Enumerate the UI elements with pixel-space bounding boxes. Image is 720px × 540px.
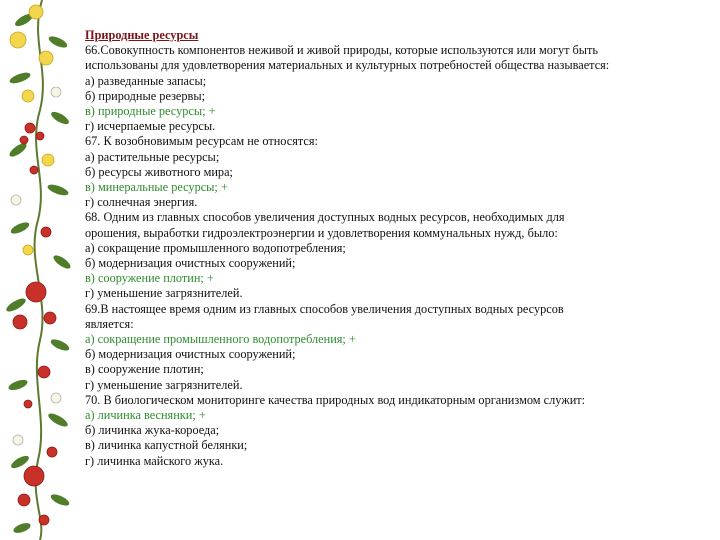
text-line: в) сооружение плотин; (85, 362, 204, 377)
text-line: б) природные резервы; (85, 88, 206, 103)
text-line: в) личинка капустной белянки; (85, 438, 248, 453)
text-line: а) сокращение промышленного водопотребления; (85, 240, 346, 255)
document-body (85, 28, 700, 469)
text-line: 70. В биологическом мониторинге качества природных вод индикаторным организмом служит: (85, 392, 586, 407)
vine-stem (35, 0, 43, 540)
text-line: б) личинка жука-короеда; (85, 423, 220, 438)
text-line: 67. К возобновимым ресурсам не относятся: (85, 134, 318, 149)
correct-answer-line: в) природные ресурсы; + (85, 104, 216, 119)
text-line: б) модернизация очистных сооружений; (85, 256, 296, 271)
correct-answer-line: в) минеральные ресурсы; + (85, 180, 228, 195)
text-line: г) солнечная энергия. (85, 195, 198, 210)
text-line: г) уменьшение загрязнителей. (85, 286, 243, 301)
page-title: Природные ресурсы (85, 28, 199, 42)
text-line: г) личинка майского жука. (85, 453, 224, 468)
text-line: использованы для удовлетворения материальных и культурных потребностей общества называется: (85, 58, 610, 73)
text-line: г) исчерпаемые ресурсы. (85, 119, 216, 134)
text-line: 66.Совокупность компонентов неживой и живой природы, которые используются или могут быть (85, 43, 599, 58)
text-line: г) уменьшение загрязнителей. (85, 377, 243, 392)
correct-answer-line: а) личинка веснянки; + (85, 408, 206, 423)
correct-answer-line: в) сооружение плотин; + (85, 271, 214, 286)
correct-answer-line: а) сокращение промышленного водопотребления; + (85, 332, 356, 347)
floral-border (0, 0, 78, 540)
text-line: 68. Одним из главных способов увеличения доступных водных ресурсов, необходимых для (85, 210, 565, 225)
text-line: б) ресурсы животного мира; (85, 164, 233, 179)
text-line: является: (85, 316, 134, 331)
text-line: а) разведанные запасы; (85, 73, 207, 88)
text-line: 69.В настоящее время одним из главных способов увеличения доступных водных ресурсов (85, 301, 564, 316)
question-list (85, 43, 700, 469)
text-line: а) растительные ресурсы; (85, 149, 220, 164)
text-line: орошения, выработки гидроэлектроэнергии и удовлетворения коммунальных нужд, было: (85, 225, 558, 240)
text-line: б) модернизация очистных сооружений; (85, 347, 296, 362)
